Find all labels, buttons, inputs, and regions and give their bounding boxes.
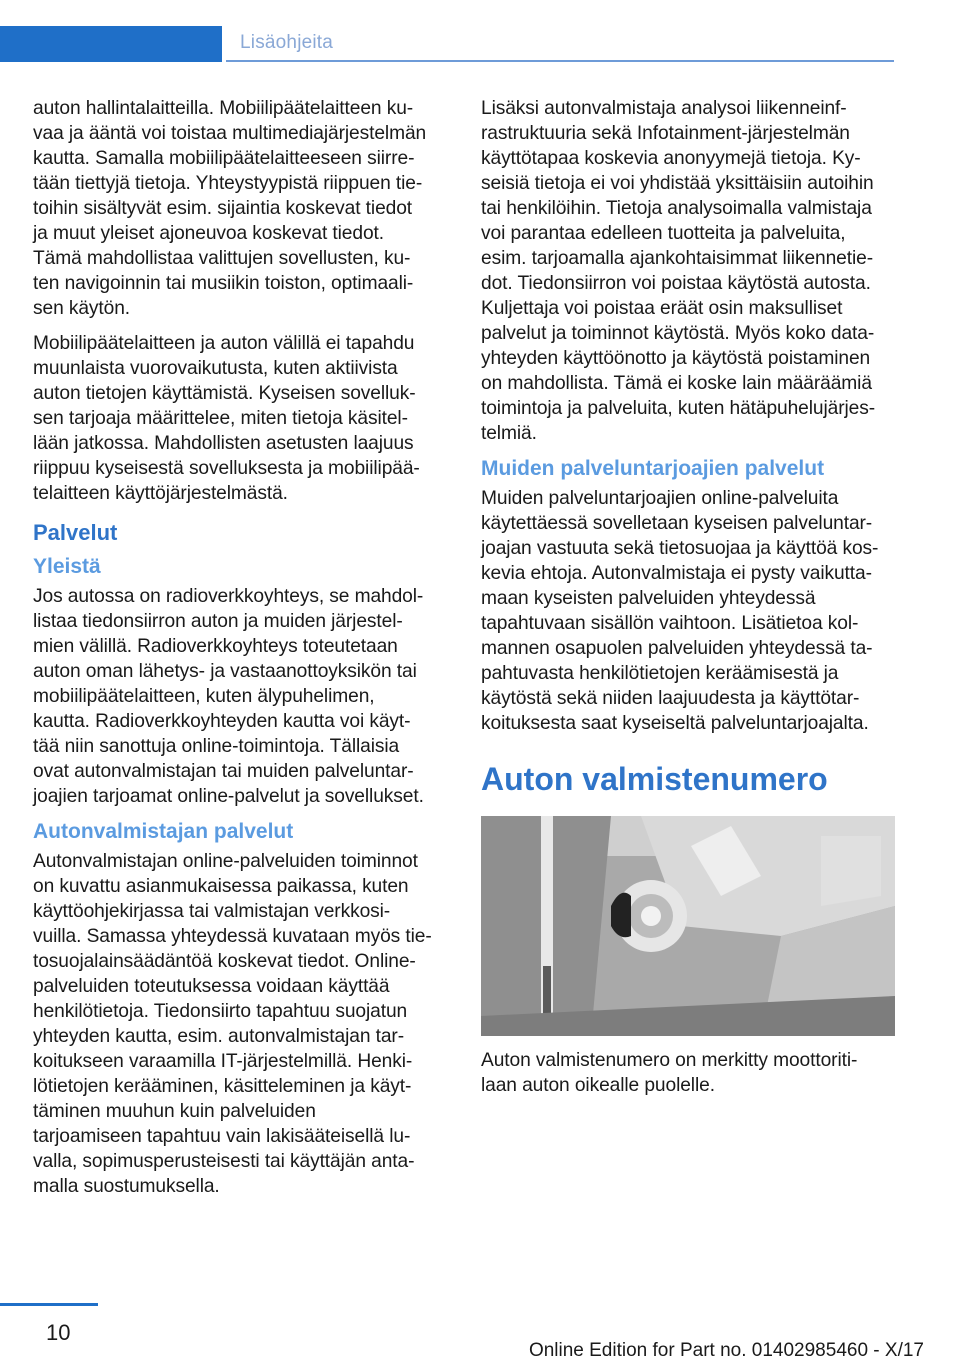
heading-autonvalmistajan-palvelut: Autonvalmistajan palvelut	[33, 820, 294, 843]
left-column	[33, 96, 447, 1209]
heading-palvelut: Palvelut	[33, 520, 118, 545]
engine-bay-illustration	[481, 816, 895, 1036]
paragraph-interaction: Mobiilipäätelaitteen ja auton välillä ei tapahdu muunlaista vuorovaikutusta, kuten aktiivista auton tietojen käyttämistä. Kyseisen sovelluk‐ sen tarjoaja määrittelee, miten tietoja käsitel‐ lään jatkossa. Mahdollisten asetusten laajuus riippuu kyseisestä sovelluksesta ja mobiilipää‐ telaitteen käyttöjärjestelmästä.	[33, 333, 420, 504]
header-gap	[222, 26, 226, 62]
page-number: 10	[46, 1320, 71, 1345]
paragraph-vin-location: Auton valmistenumero on merkitty moottoriti‐ laan auton oikealle puolelle.	[481, 1050, 858, 1096]
heading-auton-valmistenumero: Auton valmistenumero	[481, 761, 828, 797]
paragraph-anonymous-data: Lisäksi autonvalmistaja analysoi liikenneinf‐ rastruktuuria sekä Infotainment-järjestelmän käyttötapaa koskevia anonyymejä tietoja. Ky‐ seisiä tietoja ei voi yhdistää yksittäisiin autoihin tai henkilöihin. Tietoja analysoimalla valmistaja voi parantaa edelleen tuotteita ja palveluita, esim. tarjoamalla ajankohtaisimmat liikennetie‐ dot. Tiedonsiirron voi poistaa käytöstä autosta. Kuljettaja voi poistaa eräät osin maksulliset palvelut ja toiminnot käytöstä. Myös koko data‐ yhteyden käyttöönotto ja käytöstä poistaminen on mahdollista. Tämä ei koske lain määräämiä toimintoja ja palveluita, kuten hätäpuhelujärjes‐ telmiä.	[481, 98, 876, 444]
paragraph-third-party-services: Muiden palveluntarjoajien online-palveluita käytettäessä sovelletaan kyseisen palveluntar‐ joajan vastuuta sekä tietosuojaa ja käyttöä kos‐ kevia ehtoja. Autonvalmistaja ei pysty vaikutta‐ maan kyseisten palveluiden yhteydessä tapahtuvaan sisällön vaihtoon. Lisätietoa kol‐ mannen osapuolen palveluiden yhteydessä ta‐ pahtuvasta henkilötietojen keräämisestä ja käytöstä sekä niiden laajuudesta ja käyttötar‐ koituksesta saat kyseiseltä palveluntarjoajalta.	[481, 488, 879, 734]
paragraph-mobile-device: auton hallintalaitteilla. Mobiilipäätelaitteen ku‐ vaa ja ääntä voi toistaa multimediajärjestelmän kautta. Samalla mobiilipäätelaitteeseen siirre‐ tään tiettyjä tietoja. Yhteystyypistä riippuen tie‐ toihin sisältyvät esim. sijaintia koskevat tiedot ja muut yleiset ajoneuvoa koskevat tiedot. Tämä mahdollistaa valittujen sovellusten, ku‐ ten navigoinnin tai musiikin toiston, optimaali‐ sen käytön.	[33, 98, 427, 319]
right-column	[481, 96, 895, 1108]
footer-accent-line	[0, 1303, 98, 1306]
paragraph-manufacturer-services: Autonvalmistajan online-palveluiden toiminnot on kuvattu asianmukaisessa paikassa, kuten käyttöohjekirjassa tai valmistajan verkkosi‐ vuilla. Samassa yhteydessä kuvataan myös tie‐ tosuojalainsäädäntöä koskevat tiedot. Online- palveluiden toteutuksessa voidaan käyttää henkilötietoja. Tiedonsiirto tapahtuu suojatun yhteyden kautta, esim. autonvalmistajan tar‐ koitukseen varaamilla IT-järjestelmillä. Henki‐ lötietojen kerääminen, käsitteleminen ja käyt‐ täminen muuhun kuin palveluiden tarjoamiseen tapahtuu vain lakisääteisellä lu‐ valla, sopimusperusteisesti tai käyttäjän anta‐ malla suostumuksella.	[33, 851, 432, 1197]
paragraph-radio-network: Jos autossa on radioverkkoyhteys, se mahdol‐ listaa tiedonsiirron auton ja muiden järjestel‐ mien välillä. Radioverkkoyhteys toteutetaan auton oman lähetys- ja vastaanottoyksikön tai mobiilipäätelaitteen, kuten älypuhelimen, kautta. Radioverkkoyhteyden kautta voi käyt‐ tää niin sanottuja online-toimintoja. Tällaisia ovat autonvalmistajan tai muiden palveluntar‐ joajien tarjoamat online-palvelut ja sovellukset.	[33, 586, 424, 807]
edition-note: Online Edition for Part no. 01402985460 - X/17	[528, 1340, 924, 1361]
header-accent-bar	[0, 26, 222, 62]
header-rule	[226, 60, 894, 62]
heading-yleista: Yleistä	[33, 555, 101, 578]
heading-muiden-palveluntarjoajien: Muiden palveluntarjoajien palvelut	[481, 457, 825, 480]
engine-bay-photo	[481, 816, 895, 1036]
section-title: Lisäohjeita	[240, 32, 334, 53]
